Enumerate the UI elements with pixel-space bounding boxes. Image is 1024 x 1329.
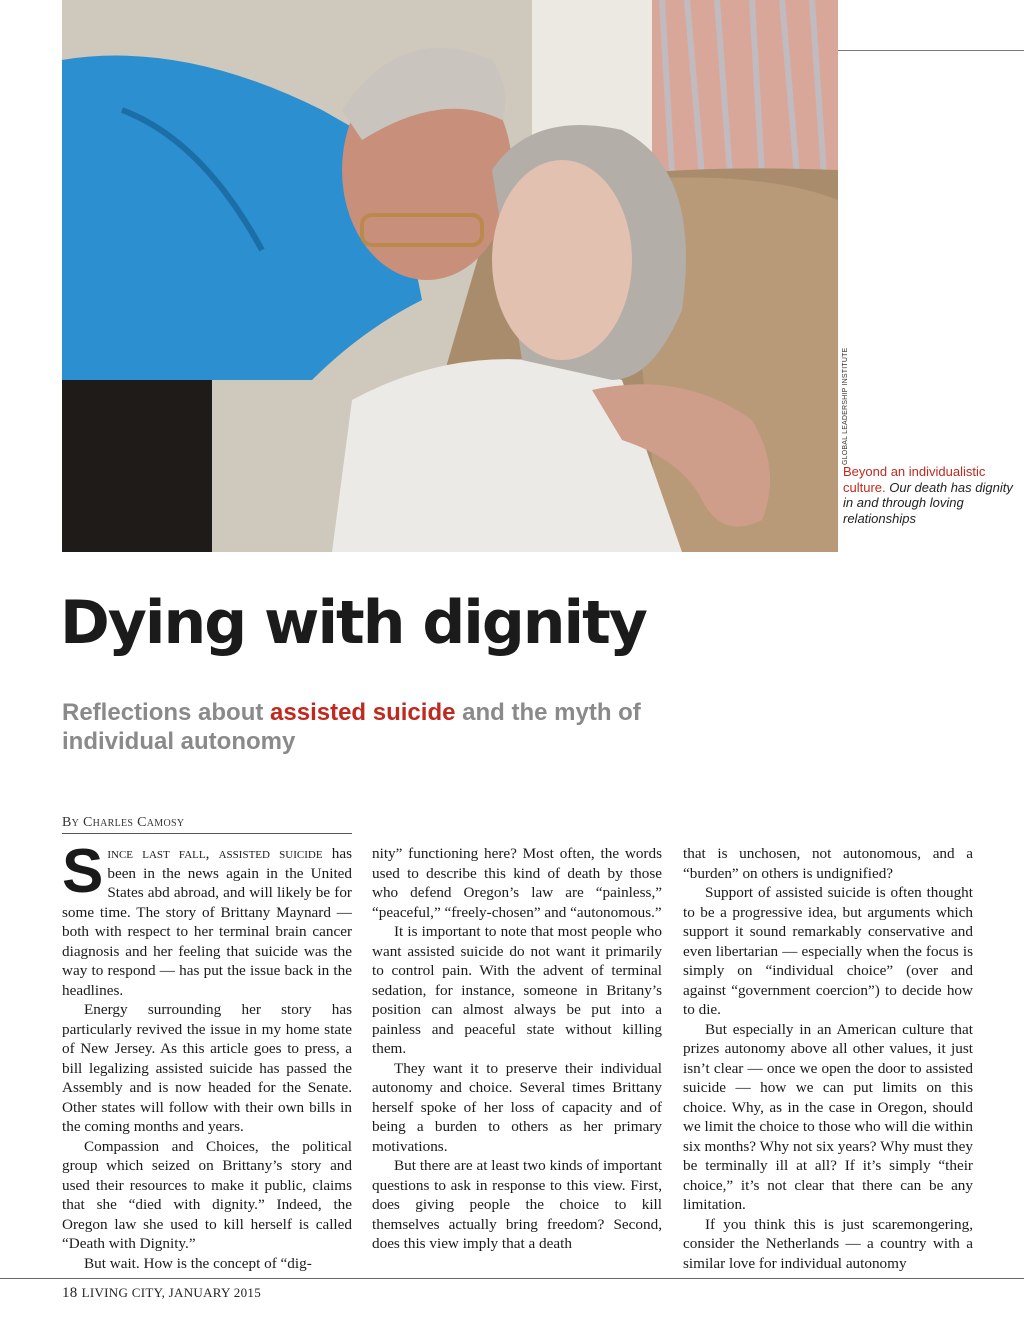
subtitle-post: and the myth of individual autonomy: [62, 699, 641, 755]
column-1: [62, 837, 352, 1273]
lead-in: ince last fall, assisted suicide: [107, 845, 323, 862]
byline: By Charles Camosy: [62, 815, 352, 834]
paragraph: But especially in an American culture that prizes autonomy above all other values, it just isn’t clear — once we open the door to assisted suicide — how we can put limits on this choice. Why, as in the case in Oregon, should we limit the choice to those who will die within six months? Why not six years? Why must they be terminally ill at all? If it’s simply “their choice,” it’s not clear that there can be any limitation.: [683, 1020, 973, 1213]
column-3: [683, 844, 973, 1273]
article-title: Dying with dignity: [60, 588, 646, 658]
paragraph: Support of assisted suicide is often thought to be a progressive idea, but arguments which support it sound remarkably conservative and even libertarian — especially when the focus is simply on “individual choice” (over and against “government coercion”) to decide how to die.: [683, 884, 973, 1018]
paragraph: But wait. How is the concept of “dig-: [84, 1254, 312, 1272]
caption-lead: Beyond an individualistic culture.: [843, 464, 986, 495]
paragraph-text: has been in the news again in the United States abd abroad, and will likely be for some time. The story of Brittany Maynard — both with respect to her terminal brain cancer diagnosis and her feeling that suicide was the way to respond — has put the issue back in the headlines.: [62, 845, 352, 999]
paragraph: that is unchosen, not autonomous, and a “burden” on others is undignified?: [683, 845, 973, 882]
column-2: [372, 844, 662, 1254]
caption-text: Our death has dignity in and through loving relationships: [843, 479, 1013, 526]
drop-cap: S: [62, 837, 104, 906]
photo-caption: [843, 464, 1013, 526]
subtitle-highlight: assisted suicide: [270, 699, 456, 726]
paragraph: Energy surrounding her story has particularly revived the issue in my home state of New Jersey. As this article goes to press, a bill legalizing assisted suicide has passed the Assembly and is now headed for the Senate. Other states will follow with their own bills in the coming months and years.: [62, 1001, 352, 1135]
paragraph: [62, 837, 352, 1000]
page-number: 18: [62, 1285, 78, 1301]
footer-rule: [0, 1278, 1024, 1279]
page-footer: [62, 1285, 261, 1302]
top-rule: [838, 50, 1024, 51]
paragraph: They want it to preserve their individual autonomy and choice. Several times Brittany herself spoke of her loss of capacity and of being a burden to others as her primary motivations.: [372, 1059, 662, 1155]
paragraph: If you think this is just scaremongering, consider the Netherlands — a country with a similar love for individual autonomy: [683, 1215, 973, 1272]
article-photo: [62, 0, 838, 552]
paragraph: Compassion and Choices, the political group which seized on Brittany’s story and used their resources to make it public, claims that she “died with dignity.” Indeed, the Oregon law she used to kill herself is called “Death with Dignity.”: [62, 1137, 352, 1252]
paragraph: nity” functioning here? Most often, the words used to describe this kind of death by those who defend Oregon’s law are “painless,” “peaceful,” “freely-chosen” and “autonomous.”: [372, 845, 662, 921]
publication-name: LIVING CITY, JANUARY 2015: [81, 1285, 261, 1300]
subtitle-pre: Reflections about: [62, 699, 271, 726]
photo-credit: GLOBAL LEADERSHIP INSTITUTE: [842, 347, 849, 465]
paragraph: It is important to note that most people who want assisted suicide do not want it primarily to control pain. With the advent of terminal sedation, for instance, someone in Britany’s position can almost always be put into a painless and peaceful state without killing them.: [372, 923, 662, 1057]
article-subtitle: [62, 698, 702, 756]
paragraph: But there are at least two kinds of important questions to ask in response to this view. First, does giving people the choice to kill themselves actually bring freedom? Second, does this view imply that a death: [372, 1157, 662, 1252]
